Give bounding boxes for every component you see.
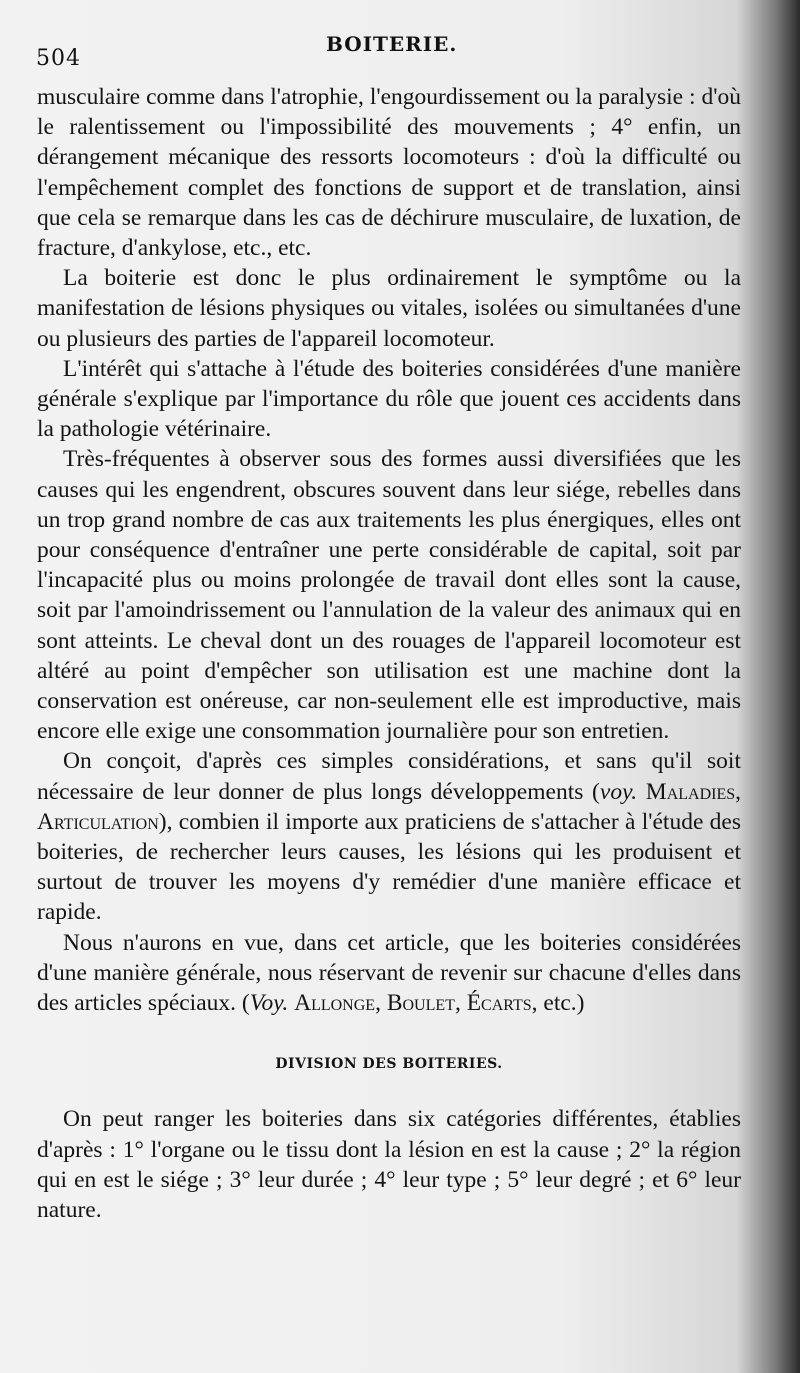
page-header bbox=[36, 32, 746, 71]
cross-reference-articulation: Articulation bbox=[37, 808, 159, 835]
paragraph-continued: musculaire comme dans l'atrophie, l'engourdissement ou la paralysie : d'où le ralentissement ou l'impossibilité des mouvements ; 4° enfin, un dérangement mécanique des ressorts locomoteurs : d'où la difficulté ou l'empêchement complet des fonctions de support et de translation, ainsi que cela se remarque dans les cas de déchirure musculaire, de luxation, de fracture, d'ankylose, etc., etc. bbox=[37, 84, 741, 262]
paragraph-interest: L'intérêt qui s'attache à l'étude des boiteries considérées d'une manière générale s'explique par l'importance du rôle que jouent ces accidents dans la pathologie vétérinaire. bbox=[37, 355, 741, 443]
paragraph-considerations: On conçoit, d'après ces simples considérations, et sans qu'il soit nécessaire de leur donner de plus longs développements (voy. Maladies, Articulation), combien il importe aux praticiens de s'attacher à l'étude des boiteries, de rechercher leurs causes, les lésions qui les produisent et surtout de trouver les moyens d'y remédier d'une manière efficace et rapide. bbox=[37, 748, 742, 926]
page-number: 504 bbox=[36, 46, 81, 71]
paragraph-scope: Nous n'aurons en vue, dans cet article, que les boiteries considérées d'une manière générale, nous réservant de revenir sur chacune d'elles dans des articles spéciaux. (Voy. Allonge, Boulet, Écarts, etc.) bbox=[37, 929, 741, 1017]
paragraph-frequency: Très-fréquentes à observer sous des formes aussi diversifiées que les causes qui les engendrent, obscures souvent dans leur siége, rebelles dans un trop grand nombre de cas aux traitements les plus énergiques, elles ont pour conséquence d'entraîner une perte considérable de capital, soit par l'incapacité plus ou moins prolongée de travail dont elles sont la cause, soit par l'amoindrissement ou l'annulation de la valeur des animaux qui en sont atteints. Le cheval dont un des rouages de l'appareil locomoteur est altéré au point d'empêcher son utilisation est une machine dont la conservation est onéreuse, car non-seulement elle est improductive, mais encore elle exige une consommation journalière pour son entretien. bbox=[37, 446, 741, 745]
cross-reference-boulet: Boulet bbox=[386, 990, 455, 1017]
cross-reference-ecarts: Écarts bbox=[466, 990, 532, 1017]
section-heading: DIVISION DES BOITERIES. bbox=[275, 1056, 503, 1073]
cross-reference-maladies: Maladies bbox=[645, 778, 736, 805]
running-head: BOITERIE. bbox=[326, 32, 458, 56]
body-text bbox=[37, 82, 741, 1225]
paragraph-definition: La boiterie est donc le plus ordinairement le symptôme ou la manifestation de lésions physiques ou vitales, isolées ou simultanées d'une ou plusieurs des parties de l'appareil locomoteur. bbox=[37, 265, 741, 352]
paragraph-classification: On peut ranger les boiteries dans six catégories différentes, établies d'après : 1° l'organe ou le tissu dont la lésion en est la cause ; 2° la région qui en est le siége ; 3° leur durée ; 4° leur type ; 5° leur degré ; et 6° leur nature. bbox=[37, 1106, 741, 1223]
cross-reference-allonge: Allonge bbox=[294, 990, 376, 1017]
